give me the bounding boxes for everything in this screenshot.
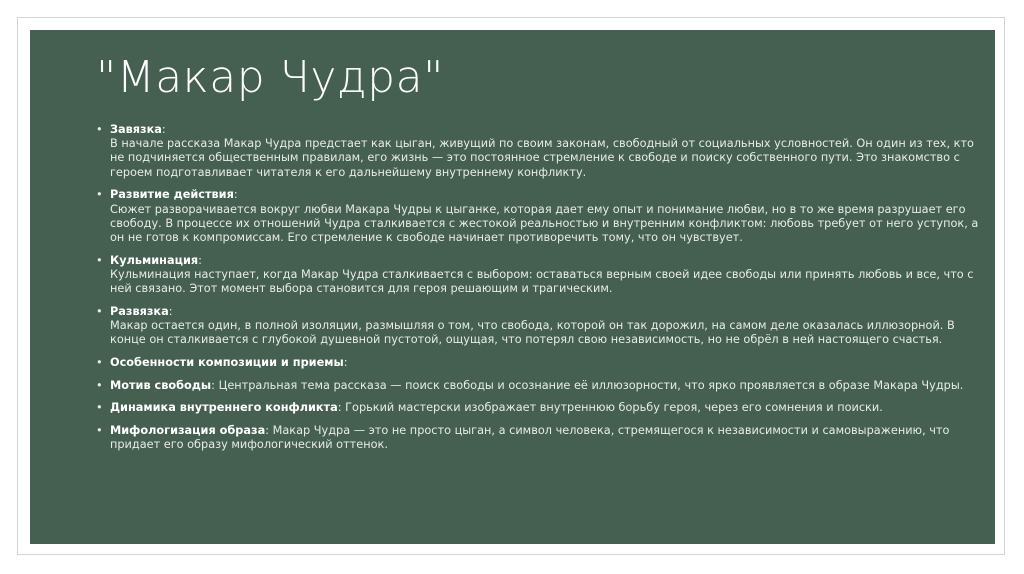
bullet-item	[94, 401, 984, 415]
bullet-item	[94, 254, 984, 297]
bullet-separator: :	[265, 423, 273, 437]
bullet-item	[94, 379, 984, 393]
bullet-separator: :	[161, 123, 166, 136]
slide-panel	[30, 30, 995, 544]
bullet-text: В начале рассказа Макар Чудра предстает как цыган, живущий по своим законам, свободный от социальных условностей. Он один из тех, кто не подчиняется общественным правилам, его жизнь — это постоянное стремление к свободе и поиску собственного пути. Это знакомство с героем подготавливает читателя к его дальнейшему внутреннему конфликту.	[110, 137, 974, 179]
bullet-text: Сюжет разворачивается вокруг любви Макара Чудры к цыганке, которая дает ему опыт и понимание любви, но в то же время разрушает его свободу. В процессе их отношений Чудра сталкивается с жестокой реальностью и внутренним конфликтом: любовь требует от него уступок, а он не готов к компромиссам. Его стремление к свободе начинает противоречить тому, что он чувствует.	[110, 202, 979, 244]
bullet-text: Горький мастерски изображает внутреннюю борьбу героя, через его сомнения и поиски.	[345, 401, 883, 415]
bullet-heading: Кульминация	[110, 253, 199, 267]
bullet-text: Макар Чудра — это не просто цыган, а символ человека, стремящегося к независимости и самовыражению, что придает его образу мифологический оттенок.	[110, 423, 950, 452]
bullet-item	[94, 305, 984, 348]
bullet-text: Макар остается один, в полной изоляции, размышляя о том, что свобода, которой он так дорожил, на самом деле оказалась иллюзорной. В конце он сталкивается с глубокой душевной пустотой, ощущая, что потерял свою независимость, но не обрёл в ней настоящего счастья.	[110, 318, 955, 347]
bullet-separator: :	[337, 401, 346, 415]
bullet-item	[94, 123, 984, 180]
bullet-heading: Динамика внутреннего конфликта	[110, 401, 338, 415]
bullet-separator: :	[233, 188, 238, 202]
bullet-heading: Мифологизация образа	[110, 423, 266, 437]
bullet-heading: Мотив свободы	[110, 378, 212, 392]
bullet-item	[94, 356, 984, 370]
bullet-heading: Развитие действия	[110, 188, 234, 202]
bullet-text: Центральная тема рассказа — поиск свободы и осознание её иллюзорности, что ярко проявляется в образе Макара Чудры.	[218, 378, 964, 392]
bullet-item	[94, 424, 984, 452]
bullet-heading: Развязка	[110, 304, 169, 318]
bullet-text: Кульминация наступает, когда Макар Чудра сталкивается с выбором: оставаться верным своей идее свободы или принять любовь и все, что с ней связано. Этот момент выбора становится для героя решающим и трагическим.	[110, 267, 974, 296]
slide-title: "Макар Чудра"	[96, 52, 444, 103]
bullet-item	[94, 188, 984, 245]
bullet-separator: :	[198, 253, 202, 267]
bullet-heading: Особенности композиции и приемы	[110, 355, 344, 369]
bullet-separator: :	[211, 378, 219, 392]
bullet-separator: :	[343, 355, 348, 369]
bullet-list	[94, 123, 984, 461]
bullet-heading: Завязка	[110, 123, 162, 136]
bullet-separator: :	[168, 304, 173, 318]
